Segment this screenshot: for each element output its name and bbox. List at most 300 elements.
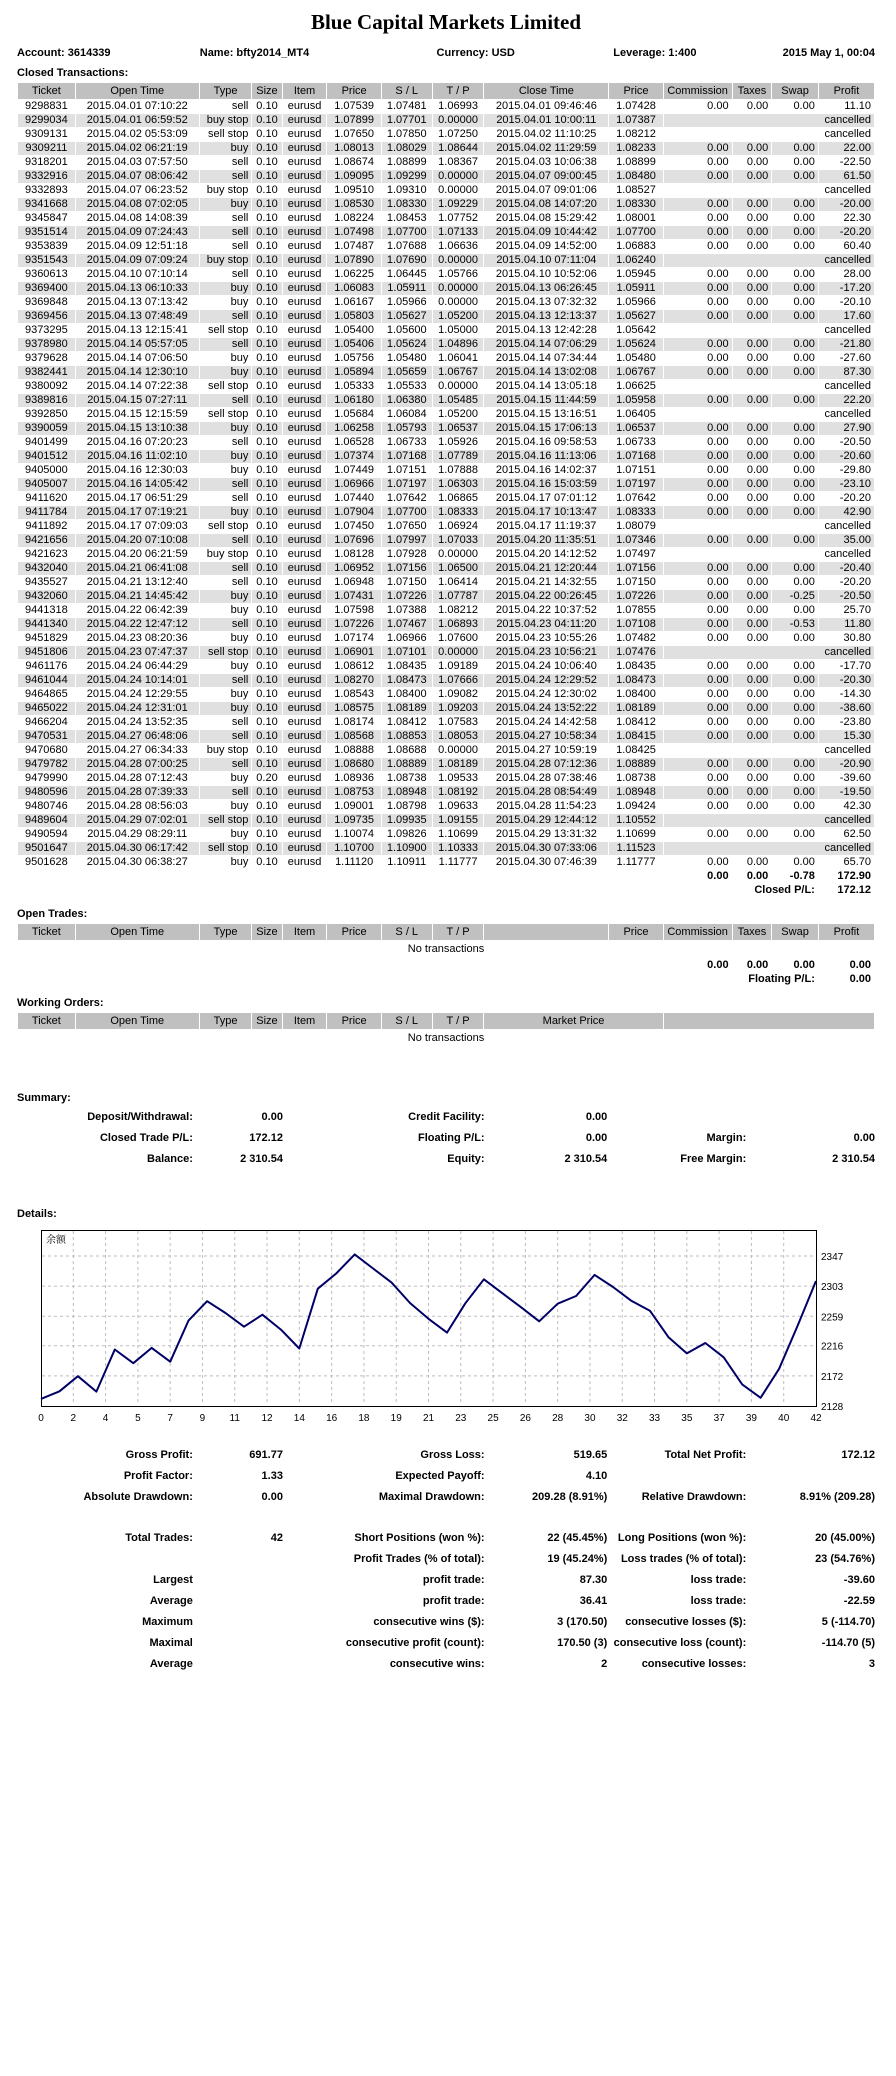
cell: 2015.04.28 07:12:36 — [484, 758, 608, 771]
cell: 1.07650 — [386, 520, 427, 532]
cell: 0.10 — [252, 590, 281, 603]
cell: 0.00 — [793, 576, 815, 588]
column-header: Price — [327, 83, 380, 99]
account-leverage: Leverage: 1:400 — [613, 47, 697, 59]
table-row — [18, 212, 874, 225]
table-row — [18, 240, 874, 253]
cell: 0.00 — [793, 240, 815, 252]
cell: -20.10 — [839, 296, 871, 308]
cell: 1.10699 — [616, 828, 656, 840]
closed-transactions-label: Closed Transactions: — [17, 67, 129, 79]
cell: 2015.04.13 07:32:32 — [495, 296, 597, 308]
cell: eurusd — [287, 548, 322, 560]
cell: 9465022 — [18, 702, 75, 715]
cell: eurusd — [283, 506, 327, 519]
stat-value: 23 (54.76%) — [815, 1553, 875, 1565]
cell: -19.50 — [819, 786, 874, 799]
cell: 1.09935 — [382, 814, 432, 827]
cell: 0.00 — [707, 576, 729, 588]
cell: 2015.04.15 13:10:38 — [76, 422, 199, 435]
cell: 0.00000 — [433, 646, 484, 659]
cell: 0.00 — [664, 310, 732, 323]
cell: 0.10 — [252, 310, 281, 323]
cell: 1.05406 — [327, 338, 380, 351]
cell: 0.00 — [746, 576, 769, 588]
cell: eurusd — [283, 170, 327, 183]
cell: eurusd — [287, 100, 322, 112]
no-transactions: No transactions — [407, 1032, 485, 1044]
cell: 2015.04.16 09:58:53 — [495, 436, 597, 448]
cell: 0.00 — [746, 660, 769, 672]
cell: eurusd — [283, 534, 327, 547]
cell: 0.10 — [252, 142, 281, 155]
cell: 2015.04.03 10:06:38 — [495, 156, 597, 168]
cell: 1.08889 — [382, 758, 432, 771]
cell: 2015.04.23 07:47:37 — [76, 646, 199, 659]
column-header: Open Time — [76, 1013, 199, 1029]
cell: 2015.04.29 08:29:11 — [87, 828, 188, 840]
cell: 0.00 — [733, 394, 772, 407]
cell: sell — [231, 576, 249, 588]
cell: -20.90 — [819, 758, 874, 771]
cell: 1.07482 — [616, 632, 656, 644]
cell: 1.05600 — [386, 324, 427, 336]
cell: buy — [200, 142, 252, 155]
cell: 0.00 — [664, 394, 732, 407]
x-axis-label: 18 — [358, 1413, 370, 1424]
totals-row — [18, 959, 874, 972]
cell: 0.00 — [707, 464, 729, 476]
table-row — [18, 492, 874, 505]
cell: sell — [231, 716, 249, 728]
cell: 1.07642 — [616, 492, 656, 504]
cell: 1.08568 — [327, 730, 380, 743]
cell: 0.10 — [252, 450, 281, 463]
cell: 0.00 — [793, 828, 815, 840]
stat-value — [607, 1107, 746, 1128]
stat-row — [17, 1570, 875, 1591]
stat-value: 691.77 — [249, 1449, 283, 1461]
cell: 0.10 — [252, 814, 281, 827]
cell: 1.09001 — [334, 800, 375, 812]
cell: buy — [230, 632, 249, 644]
cell: 0.00 — [746, 716, 769, 728]
cancelled-cell: cancelled — [824, 324, 871, 336]
column-header: Commission — [664, 83, 732, 99]
cell: 9421656 — [18, 534, 75, 547]
cell: 9369400 — [18, 282, 75, 295]
cell: 0.00 — [793, 716, 815, 728]
table-row — [18, 646, 874, 659]
cell: 1.07888 — [438, 464, 478, 476]
cell: 0.10 — [252, 786, 281, 799]
cell: sell stop — [200, 646, 252, 659]
cell: 1.07890 — [327, 254, 380, 267]
table-row — [18, 632, 874, 645]
cell: 1.07688 — [386, 240, 427, 252]
stat-label: Closed Trade P/L: — [99, 1132, 193, 1144]
cell: buy stop — [206, 184, 249, 196]
cell: eurusd — [283, 758, 327, 771]
cell: buy stop — [200, 254, 252, 267]
cell: 9379628 — [24, 352, 68, 364]
cell: 1.05480 — [616, 352, 656, 364]
cell: 0.00 — [772, 562, 818, 575]
stat-row — [17, 1487, 875, 1508]
cell: 2015.04.28 07:12:43 — [86, 772, 188, 784]
stat-value: 1.33 — [261, 1470, 283, 1482]
cell: eurusd — [287, 128, 322, 140]
cell: 1.08644 — [433, 142, 484, 155]
cell: -39.60 — [839, 772, 871, 784]
cell: 1.07226 — [382, 590, 432, 603]
table-row — [18, 800, 874, 813]
cell: 0.10 — [252, 422, 281, 435]
stat-label: Total Net Profit: — [664, 1449, 747, 1461]
table-row — [18, 688, 874, 701]
cell: sell — [200, 618, 252, 631]
table-row — [18, 758, 874, 771]
cell: eurusd — [283, 674, 327, 687]
cell: 2015.04.01 07:10:22 — [86, 100, 188, 112]
cell: sell — [231, 268, 249, 280]
stat-value: 3 — [868, 1658, 875, 1670]
cell: eurusd — [287, 660, 322, 672]
table-row — [18, 674, 874, 687]
x-axis-label: 42 — [810, 1413, 822, 1424]
cell: 0.00 — [793, 492, 815, 504]
cell: 2015.04.14 07:22:38 — [86, 380, 188, 392]
cell: 9298831 — [24, 100, 68, 112]
cell: sell — [200, 562, 252, 575]
cell: 1.06901 — [327, 646, 380, 659]
column-header: Swap — [772, 924, 818, 940]
cell: buy — [230, 800, 249, 812]
cell: 0.00 — [664, 478, 732, 491]
cell: 2015.04.16 14:02:37 — [495, 464, 597, 476]
stat-value: Average — [149, 1595, 193, 1607]
cell: 1.08680 — [327, 758, 380, 771]
y-axis-label: 2172 — [821, 1371, 844, 1383]
cell: 2015.04.07 09:01:06 — [495, 184, 597, 196]
cell: 9490594 — [24, 828, 68, 840]
cell: 1.10699 — [438, 828, 478, 840]
table-row — [18, 604, 874, 617]
stat-value — [193, 1654, 283, 1675]
cell: 0.10 — [252, 562, 281, 575]
stat-value: Average — [149, 1658, 193, 1670]
cell: 0.00 — [793, 212, 815, 224]
stat-label: consecutive losses ($): — [625, 1616, 747, 1628]
cell: 0.10 — [256, 744, 278, 756]
cell: sell — [200, 226, 252, 239]
cell: 2015.04.24 12:29:52 — [484, 674, 608, 687]
cell: 1.07487 — [334, 240, 375, 252]
stat-value: 4.10 — [585, 1470, 608, 1482]
cell: 0.00 — [707, 632, 729, 644]
stat-row — [17, 1654, 875, 1675]
cell: 9441318 — [24, 604, 68, 616]
no-transactions-row — [18, 941, 874, 958]
cell: 1.08412 — [616, 716, 656, 728]
stat-label: Expected Payoff: — [395, 1470, 485, 1482]
cell: 1.07101 — [382, 646, 432, 659]
cell: 0.00 — [772, 758, 818, 771]
cell: -20.20 — [839, 492, 871, 504]
cell: 0.00 — [793, 604, 815, 616]
cell: 0.00 — [664, 506, 732, 519]
cell: 2015.04.28 07:38:46 — [495, 772, 597, 784]
x-axis-label: 5 — [135, 1413, 141, 1424]
cell: 1.09510 — [334, 184, 375, 196]
cell: 1.08367 — [438, 156, 478, 168]
cell: -27.60 — [839, 352, 871, 364]
cell: sell — [200, 674, 252, 687]
cell: 2015.04.09 12:51:18 — [86, 240, 188, 252]
cell: eurusd — [283, 282, 327, 295]
cell: 0.00000 — [438, 380, 478, 392]
cell: 2015.04.07 06:23:52 — [86, 184, 188, 196]
cell: 9332916 — [18, 170, 75, 183]
cell: eurusd — [283, 338, 327, 351]
cell: 0.00 — [793, 100, 815, 112]
cell: 1.05642 — [616, 324, 656, 336]
cell: 0.10 — [256, 156, 278, 168]
cell: 9461176 — [25, 660, 68, 672]
cell: eurusd — [287, 576, 322, 588]
table-row — [18, 268, 874, 281]
cell: eurusd — [283, 450, 327, 463]
stat-value: 2 310.54 — [240, 1153, 283, 1165]
cell: 0.00 — [707, 716, 729, 728]
cell: 2015.04.28 07:39:33 — [76, 786, 199, 799]
cell: 1.07467 — [382, 618, 432, 631]
table-row — [18, 856, 874, 869]
cell: eurusd — [287, 324, 322, 336]
cell: 2015.04.14 12:30:10 — [76, 366, 199, 379]
cell: 0.00 — [772, 702, 818, 715]
page-title: Blue Capital Markets Limited — [310, 10, 582, 34]
cell: 9480596 — [18, 786, 75, 799]
cell: 1.09826 — [386, 828, 427, 840]
cell: 1.07168 — [382, 450, 432, 463]
cell: 1.09155 — [433, 814, 484, 827]
cell: 0.00 — [707, 268, 729, 280]
cell: 1.07476 — [609, 646, 662, 659]
cell: 1.10074 — [334, 828, 375, 840]
pl-value: 172.12 — [837, 884, 871, 896]
cell: 1.07928 — [386, 548, 427, 560]
cell: 2015.04.13 07:48:49 — [76, 310, 199, 323]
cell: 22.00 — [819, 142, 874, 155]
cell: 9435527 — [24, 576, 68, 588]
cell: 2015.04.10 07:10:14 — [86, 268, 188, 280]
cell: 1.07600 — [438, 632, 478, 644]
cell: 1.09203 — [433, 702, 484, 715]
stat-label: profit trade: — [422, 1574, 485, 1586]
cell: 0.10 — [256, 408, 278, 420]
cell: 1.08270 — [327, 674, 380, 687]
cell: 1.08738 — [386, 772, 427, 784]
cell: sell — [200, 338, 252, 351]
cell: buy stop — [206, 744, 249, 756]
cell: 1.06405 — [616, 408, 656, 420]
cell: 1.08473 — [609, 674, 662, 687]
cell: 0.00 — [793, 156, 815, 168]
cancelled-cell: cancelled — [664, 254, 874, 267]
cell: 1.05945 — [616, 268, 656, 280]
cell: 9479782 — [18, 758, 75, 771]
cell: 2015.04.07 08:06:42 — [76, 170, 199, 183]
cell: 1.07250 — [438, 128, 478, 140]
y-axis-label: 2259 — [821, 1312, 844, 1324]
stat-label: loss trade: — [690, 1595, 747, 1607]
cell: 0.00 — [664, 590, 732, 603]
cell: 1.08053 — [433, 730, 484, 743]
stat-value: 87.30 — [579, 1574, 608, 1586]
cell: 0.10 — [256, 352, 278, 364]
cell: 1.07449 — [334, 464, 375, 476]
cell: 0.00 — [793, 632, 815, 644]
cell: 2015.04.15 13:16:51 — [495, 408, 597, 420]
column-header: Price — [609, 924, 662, 940]
cell: 2015.04.23 10:55:26 — [495, 632, 597, 644]
cell: 2015.04.30 06:38:27 — [86, 856, 188, 868]
cell: 9461044 — [18, 674, 75, 687]
cell: 2015.04.08 14:07:20 — [484, 198, 608, 211]
cell: 1.06625 — [616, 380, 656, 392]
cell: 0.00 — [772, 786, 818, 799]
cell: 0.10 — [256, 296, 278, 308]
cell: 2015.04.01 06:59:52 — [76, 114, 199, 127]
stat-value: 0.00 — [261, 1111, 283, 1123]
cell: eurusd — [287, 268, 322, 280]
cell: 2015.04.09 07:24:43 — [76, 226, 199, 239]
cell: -23.10 — [819, 478, 874, 491]
cell: 0.00 — [772, 730, 818, 743]
cell: 0.00000 — [433, 282, 484, 295]
cell: 2015.04.24 14:42:58 — [495, 716, 597, 728]
cell: 1.07156 — [609, 562, 662, 575]
stat-label: loss trade: — [690, 1574, 747, 1586]
cell: eurusd — [287, 716, 322, 728]
cell: 1.08798 — [386, 800, 427, 812]
stat-value: 36.41 — [579, 1595, 608, 1607]
stat-value: 2 310.54 — [832, 1153, 875, 1165]
column-header: Open Time — [76, 924, 199, 940]
cell: 25.70 — [843, 604, 871, 616]
cell: 1.07150 — [616, 576, 656, 588]
table-row — [18, 730, 874, 743]
cell: 9464865 — [24, 688, 68, 700]
cell: 0.00 — [772, 142, 818, 155]
header-row — [18, 83, 874, 99]
column-header: Price — [327, 924, 380, 940]
cell: 1.05480 — [386, 352, 427, 364]
header-row — [18, 1013, 874, 1029]
cell: 0.10 — [252, 842, 281, 855]
stat-label: Relative Drawdown: — [641, 1491, 747, 1503]
cell: 1.08543 — [334, 688, 375, 700]
column-header: Item — [283, 1013, 327, 1029]
cell: 0.00 — [733, 366, 772, 379]
cell: 2015.04.20 11:35:51 — [484, 534, 608, 547]
cell: 2015.04.17 10:13:47 — [484, 506, 608, 519]
x-axis-label: 33 — [648, 1413, 661, 1424]
stat-value — [193, 1549, 283, 1570]
stat-label: Equity: — [447, 1153, 485, 1165]
cell: 1.11120 — [335, 856, 374, 868]
working-orders-label: Working Orders: — [17, 997, 104, 1009]
cell: 0.00 — [707, 604, 729, 616]
spacer-cell — [18, 870, 663, 883]
table-row — [18, 562, 874, 575]
x-axis-label: 7 — [167, 1413, 173, 1424]
table-row — [18, 828, 874, 841]
cell: eurusd — [283, 198, 327, 211]
cell: 1.05624 — [382, 338, 432, 351]
cell: 1.07539 — [334, 100, 375, 112]
cell: 1.05659 — [382, 366, 432, 379]
cancelled-cell: cancelled — [664, 114, 874, 127]
cell: 1.07168 — [609, 450, 662, 463]
cancelled-cell: cancelled — [664, 842, 874, 855]
cell: 1.07197 — [609, 478, 662, 491]
table-row — [18, 814, 874, 827]
stat-label: Total Trades: — [125, 1532, 193, 1544]
cell: 1.08233 — [609, 142, 662, 155]
cell: 9501647 — [18, 842, 75, 855]
cell: -20.40 — [819, 562, 874, 575]
column-header: Taxes — [733, 924, 772, 940]
cell: buy stop — [200, 114, 252, 127]
cell: 2015.04.27 06:34:33 — [86, 744, 188, 756]
cell: 1.09735 — [327, 814, 380, 827]
cell: 2015.04.24 06:44:29 — [86, 660, 188, 672]
stat-value: 5 (-114.70) — [821, 1616, 875, 1628]
cell: 0.00 — [664, 338, 732, 351]
cell: 87.30 — [819, 366, 874, 379]
cell: 1.07642 — [386, 492, 427, 504]
cell: 1.09082 — [438, 688, 478, 700]
cell: 2015.04.16 15:03:59 — [484, 478, 608, 491]
cell: 2015.04.17 07:09:03 — [86, 520, 188, 532]
stat-value: 42 — [270, 1532, 283, 1544]
cell: 2015.04.01 10:00:11 — [484, 114, 608, 127]
cell: 9411620 — [25, 492, 68, 504]
cell: 1.07701 — [382, 114, 432, 127]
cell: 0.00 — [664, 534, 732, 547]
cell: 2015.04.02 06:21:19 — [76, 142, 199, 155]
cell: 0.00 — [746, 856, 769, 868]
x-axis-label: 25 — [487, 1413, 499, 1424]
stat-value — [746, 1107, 875, 1128]
column-header: T / P — [433, 83, 484, 99]
stat-label: Loss trades (% of total): — [620, 1553, 747, 1565]
working-orders-table — [17, 1012, 875, 1048]
cell: 0.10 — [256, 828, 278, 840]
cell: eurusd — [283, 814, 327, 827]
cell: 9501628 — [24, 856, 68, 868]
cell: 9369456 — [18, 310, 75, 323]
cell: 1.07151 — [386, 464, 427, 476]
cell: 2015.04.30 07:33:06 — [484, 842, 608, 855]
cell: 2015.04.27 10:59:19 — [495, 744, 597, 756]
cell: 0.10 — [256, 632, 278, 644]
cell: eurusd — [287, 772, 322, 784]
cell: 2015.04.24 10:14:01 — [76, 674, 199, 687]
cell: eurusd — [283, 114, 327, 127]
